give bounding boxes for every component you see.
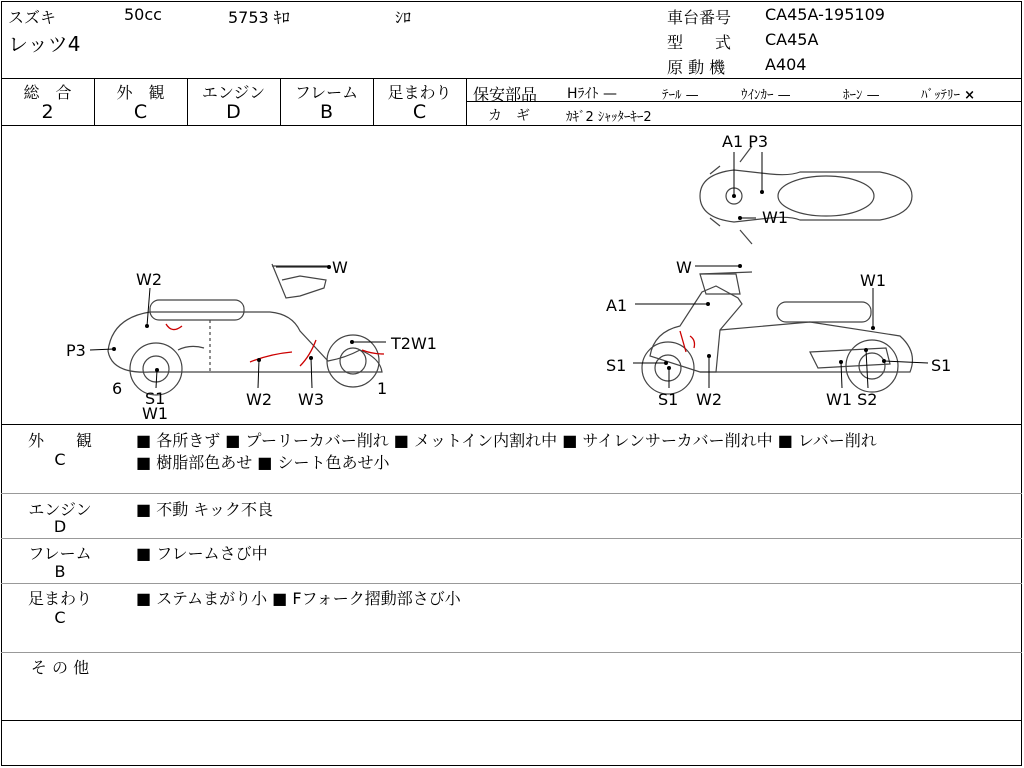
divider — [1, 720, 1022, 721]
remark-line: ■ 各所きず ■ プーリーカバー削れ ■ メットイン内割れ中 ■ サイレンサーカバー削れ中 ■ レバー削れ — [136, 431, 877, 450]
remark-label-other: そ の 他 — [30, 658, 90, 677]
label-right-w1: W1 — [860, 271, 886, 290]
remark-label-frame: フレーム — [28, 544, 92, 563]
maker: スズキ — [8, 8, 57, 27]
divider — [466, 78, 467, 125]
grade-value-engine: D — [226, 101, 241, 123]
color: ｼﾛ — [395, 8, 412, 27]
key-value: ｶｷﾞ2 ｼｬｯﾀｰｷｰ2 — [566, 110, 652, 125]
engine-label: 原 動 機 — [667, 58, 726, 77]
leader-lines — [90, 152, 928, 388]
remark-line: ■ 樹脂部色あせ ■ シート色あせ小 — [136, 453, 390, 472]
safety-item-horn: ﾎｰﾝ — — [843, 88, 880, 103]
remark-grade-suspension: C — [54, 608, 66, 627]
grade-label-exterior: 外 観 — [116, 83, 165, 102]
safety-item-headlight: Hﾗｲﾄ — — [567, 86, 617, 102]
safety-parts-label: 保安部品 — [473, 85, 538, 104]
remark-line: ■ ステムまがり小 ■ Fフォーク摺動部さび小 — [136, 589, 461, 608]
label-left-w: W — [332, 258, 348, 277]
model-name: レッツ4 — [8, 32, 81, 56]
grade-value-exterior: C — [133, 101, 148, 123]
label-right-a1: A1 — [606, 296, 628, 315]
key-label: カ ギ — [488, 108, 530, 124]
remark-line: ■ フレームさび中 — [136, 544, 268, 563]
grade-value-frame: B — [319, 101, 334, 123]
label-top-a1p3: A1 P3 — [722, 132, 769, 151]
grade-value-overall: 2 — [41, 101, 54, 123]
label-left-w2b: W2 — [246, 390, 272, 409]
safety-item-tail: ﾃｰﾙ — — [662, 88, 699, 103]
displacement: 50cc — [124, 5, 162, 24]
label-left-w1: W1 — [142, 404, 168, 423]
grade-label-engine: エンジン — [201, 83, 266, 102]
divider — [1, 424, 1022, 425]
remark-label-engine: エンジン — [28, 500, 92, 519]
divider — [1, 78, 1022, 79]
grade-label-frame: フレーム — [294, 83, 359, 102]
remark-label-exterior: 外 観 — [27, 431, 92, 450]
left-damage-marks — [166, 324, 384, 366]
engine-value: A404 — [765, 55, 807, 74]
remark-grade-engine: D — [53, 517, 67, 536]
remark-label-suspension: 足まわり — [27, 589, 92, 608]
label-right-w1s2: W1 S2 — [826, 390, 878, 409]
frame-no-label: 車台番号 — [667, 8, 732, 27]
grade-value-suspension: C — [412, 101, 427, 123]
label-right-s1-bottom: S1 — [658, 390, 679, 409]
top-view-scooter — [700, 146, 912, 244]
type-label: 型 式 — [667, 33, 732, 52]
type-value: CA45A — [765, 30, 819, 49]
remark-line: ■ 不動 キック不良 — [136, 500, 273, 519]
label-left-t2w1: T2W1 — [391, 334, 437, 353]
label-right-w2: W2 — [696, 390, 722, 409]
label-right-s1-left: S1 — [606, 356, 627, 375]
label-top-w1: W1 — [762, 208, 788, 227]
label-left-p3: P3 — [66, 341, 86, 360]
right-damage-marks — [680, 331, 695, 352]
remark-grade-exterior: C — [54, 450, 66, 469]
divider — [1, 652, 1022, 653]
label-left-6: 6 — [112, 379, 123, 398]
safety-item-winker: ｳｲﾝｶｰ — — [741, 88, 791, 103]
label-left-s1: S1 — [145, 389, 166, 408]
safety-item-battery: ﾊﾞｯﾃﾘｰ × — [921, 88, 976, 103]
frame-no: CA45A-195109 — [765, 5, 885, 24]
divider — [1, 583, 1022, 584]
label-right-w: W — [676, 258, 692, 277]
grade-label-overall: 総 合 — [23, 83, 72, 102]
label-left-w2: W2 — [136, 270, 162, 289]
divider — [1, 493, 1022, 494]
label-left-w3: W3 — [298, 390, 324, 409]
right-side-scooter — [642, 272, 912, 394]
remark-grade-frame: B — [54, 562, 66, 581]
divider — [1, 538, 1022, 539]
mileage: 5753 ｷﾛ — [228, 8, 290, 27]
label-left-1: 1 — [377, 379, 388, 398]
grade-label-suspension: 足まわり — [387, 83, 452, 102]
label-right-s1-right: S1 — [931, 356, 952, 375]
